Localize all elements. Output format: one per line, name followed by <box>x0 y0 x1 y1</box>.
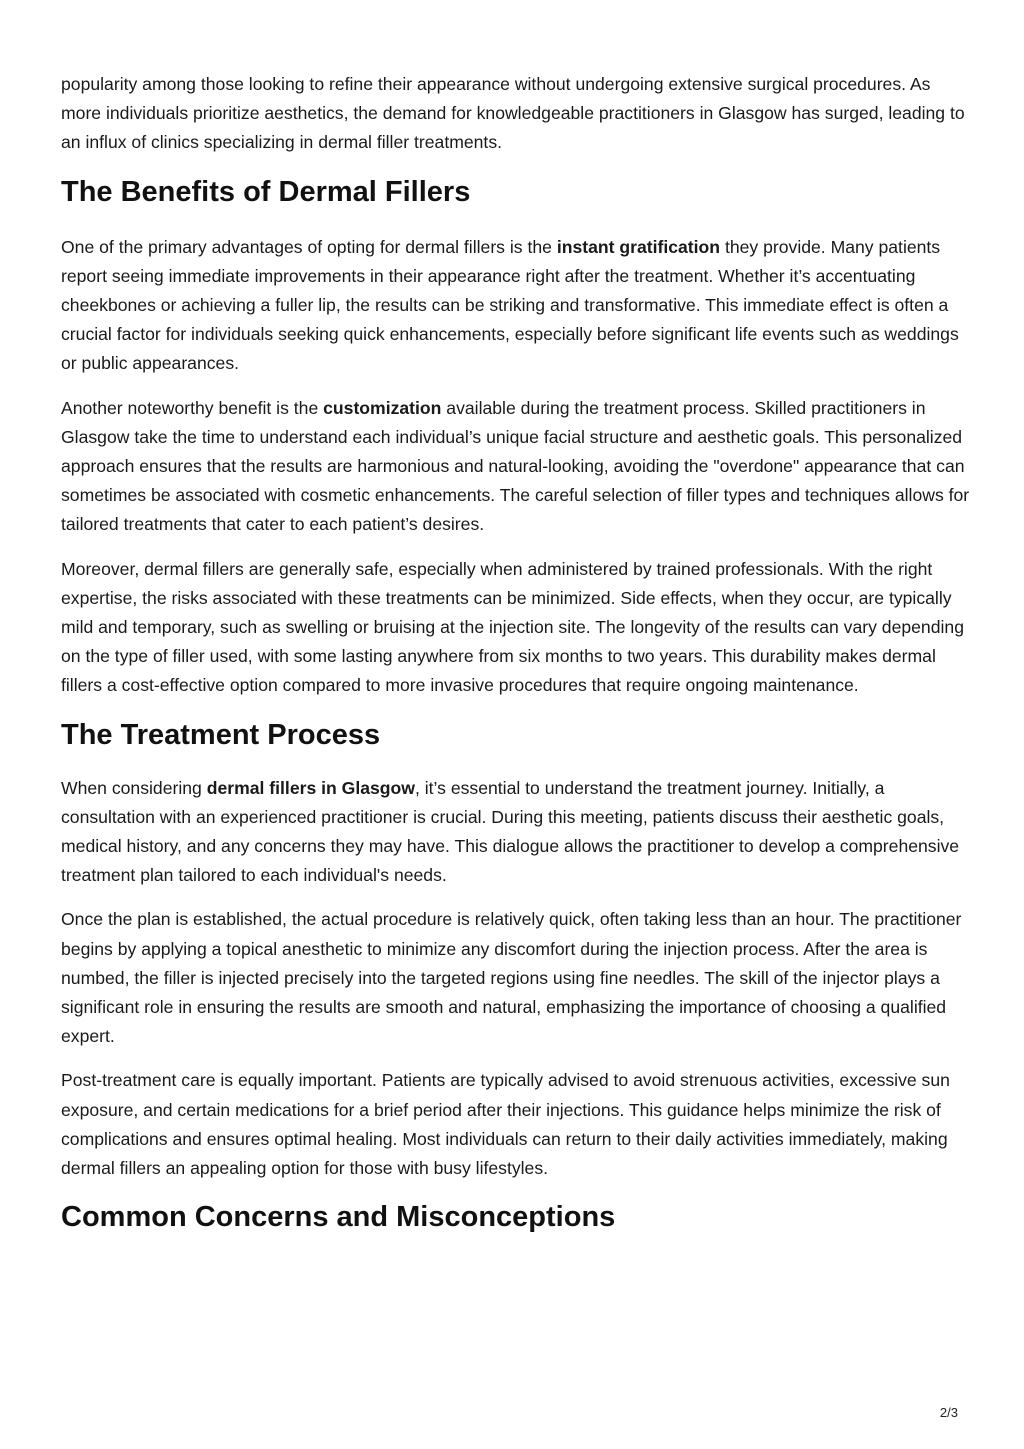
customization-bold: customization <box>323 397 442 418</box>
process-p1-text-before: When considering <box>61 777 207 798</box>
document-page <box>61 70 971 1236</box>
benefits-p1-text-after: they provide. Many patients report seeing immediate improvements in their appearance right after the treatment. Whether it’s accentuating cheekbones or achieving a fuller lip, the results can be striking and transformative. This immediate effect is often a crucial factor for individuals seeking quick enhancements, especially before significant life events such as weddings or public appearances. <box>61 236 959 374</box>
concerns-heading: Common Concerns and Misconceptions <box>61 1201 616 1234</box>
page-number: 2/3 <box>939 1405 958 1420</box>
benefits-paragraph-3: Moreover, dermal fillers are generally safe, especially when administered by trained professionals. With the right expertise, the risks associated with these treatments can be minimized. Side effects, when they occur, are typically mild and temporary, such as swelling or bruising at the injection site. The longevity of the results can vary depending on the type of filler used, with some lasting anywhere from six months to two years. This durability makes dermal fillers a cost-effective option compared to more invasive procedures that require ongoing maintenance. <box>61 558 964 696</box>
process-p1-text-after: , it’s essential to understand the treatment journey. Initially, a consultation with an experienced practitioner is crucial. During this meeting, patients discuss their aesthetic goals, medical history, and any concerns they may have. This dialogue allows the practitioner to develop a comprehensive treatment plan tailored to each individual's needs. <box>61 777 960 886</box>
process-heading: The Treatment Process <box>61 718 381 751</box>
process-paragraph-2: Once the plan is established, the actual procedure is relatively quick, often taking less than an hour. The practitioner begins by applying a topical anesthetic to minimize any discomfort during the injection process. After the area is numbed, the filler is injected precisely into the targeted regions using fine needles. The skill of the injector plays a significant role in ensuring the results are smooth and natural, emphasizing the importance of choosing a qualified expert. <box>61 909 962 1047</box>
benefits-paragraph-1 <box>61 233 971 379</box>
benefits-p1-text-before: One of the primary advantages of opting for dermal fillers is the <box>61 236 557 257</box>
benefits-p2-text-before: Another noteworthy benefit is the <box>61 397 324 418</box>
process-paragraph-3: Post-treatment care is equally important. Patients are typically advised to avoid strenuous activities, excessive sun exposure, and certain medications for a brief period after their injections. This guidance helps minimize the risk of complications and ensures optimal healing. Most individuals can return to their daily activities immediately, making dermal fillers an appealing option for those with busy lifestyles. <box>61 1070 950 1179</box>
dermal-fillers-glasgow-bold: dermal fillers in Glasgow <box>206 777 415 798</box>
instant-gratification-bold: instant gratification <box>556 236 721 257</box>
intro-paragraph: popularity among those looking to refine their appearance without undergoing extensive surgical procedures. As more individuals prioritize aesthetics, the demand for knowledgeable practitioners in Glasgow has surged, leading to an influx of clinics specializing in dermal filler treatments. <box>61 74 965 153</box>
benefits-heading: The Benefits of Dermal Fillers <box>61 175 471 208</box>
benefits-p2-text-after: available during the treatment process. Skilled practitioners in Glasgow take the time to understand each individual’s unique facial structure and aesthetic goals. This personalized approach ensures that the results are harmonious and natural-looking, avoiding the "overdone" appearance that can sometimes be associated with cosmetic enhancements. The careful selection of filler types and techniques allows for tailored treatments that cater to each patient’s desires. <box>61 397 970 535</box>
benefits-paragraph-2 <box>61 394 971 540</box>
process-paragraph-1 <box>61 774 971 891</box>
